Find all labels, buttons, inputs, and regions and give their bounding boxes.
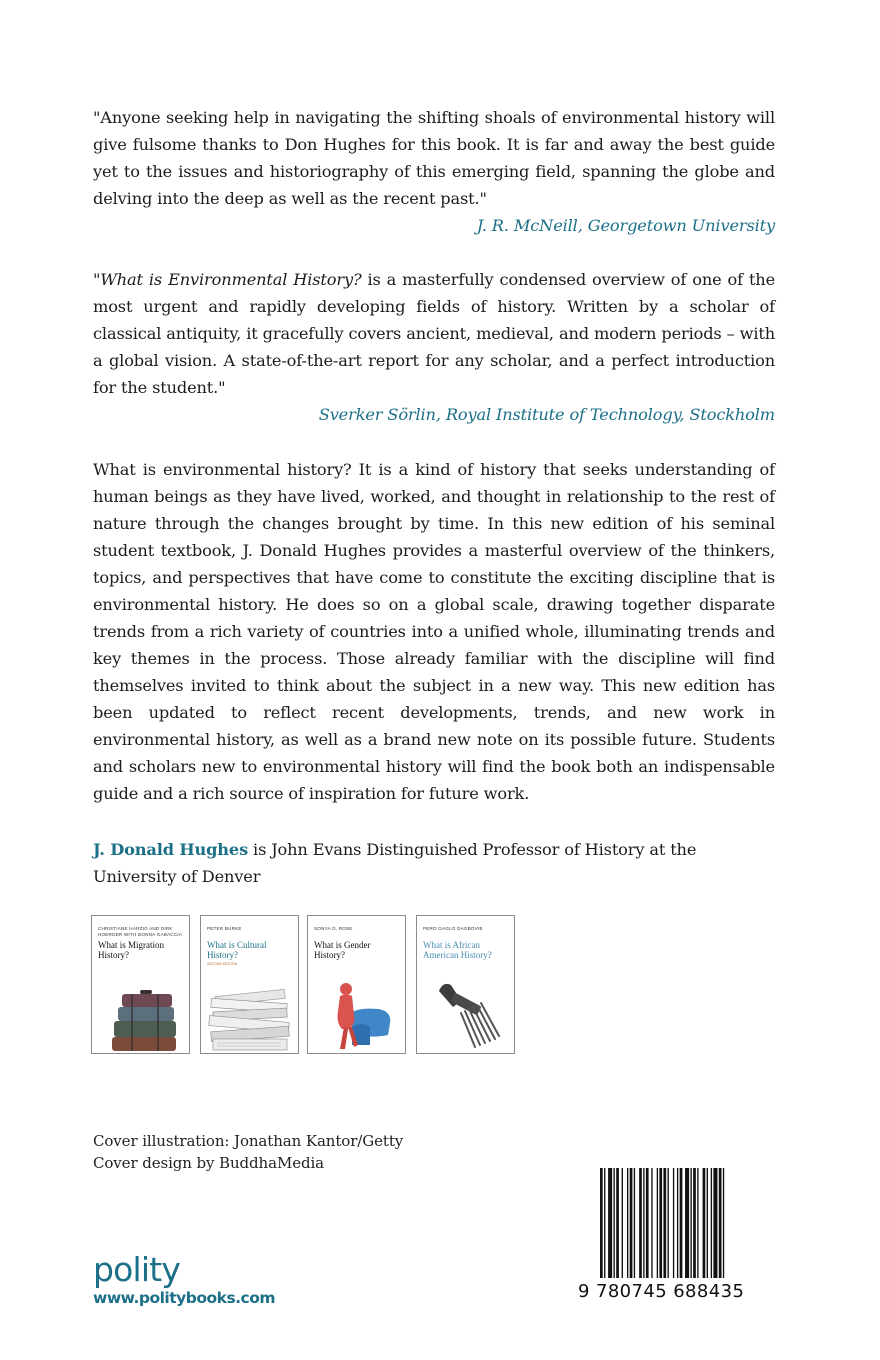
quote-attribution: Sverker Sörlin, Royal Institute of Technology, Stockholm xyxy=(318,405,775,424)
barcode-bar xyxy=(663,1168,666,1278)
quote-text xyxy=(93,266,775,401)
book-edition: SECOND EDITION xyxy=(207,962,238,966)
barcode-bar xyxy=(630,1168,633,1278)
author-bio xyxy=(93,836,775,890)
author-bio-text xyxy=(93,836,775,890)
book-description xyxy=(93,456,775,807)
barcode-bar xyxy=(673,1168,674,1278)
book-author: SONYA O. ROSE xyxy=(314,926,353,931)
book-title: What is Environmental History? xyxy=(100,270,362,289)
related-book-african-american xyxy=(416,915,515,1054)
book-author: PETER BURKE xyxy=(207,926,242,931)
newspapers-icon xyxy=(201,963,298,1053)
isbn-barcode xyxy=(578,1168,778,1308)
barcode-bar xyxy=(627,1168,628,1278)
quote-sorlin xyxy=(93,266,775,428)
barcode-bar xyxy=(646,1168,649,1278)
barcode-bars-icon xyxy=(600,1168,760,1280)
barcode-bar xyxy=(707,1168,708,1278)
illustration-credit: Cover illustration: Jonathan Kantor/Getty xyxy=(93,1132,404,1150)
description-text: What is environmental history? It is a kind of history that seeks understanding of human beings as they have lived, worked, and thought in relationship to the rest of nature through the changes brought by time. In this new edition of his seminal student textbook, J. Donald Hughes provides a masterful overview of the thinkers, topics, and perspectives that have come to constitute the exciting discipline that is environmental history. He does so on a global scale, drawing together disparate trends from a rich variety of countries into a unified whole, illuminating trends and key themes in the process. Those already familiar with the discipline will find themselves invited to think about the subject in a new way. This new edition has been updated to reflect recent developments, trends, and new work in environmental history, as well as a brand new note on its possible future. Students and scholars new to environmental history will find the book both an indispensable guide and a rich source of inspiration for future work. xyxy=(93,460,775,803)
barcode-bar xyxy=(713,1168,717,1278)
barcode-bar xyxy=(659,1168,662,1278)
figures-icon xyxy=(308,963,405,1053)
quote-mcneill xyxy=(93,104,775,239)
book-title: What is African American History? xyxy=(423,940,492,960)
quote-attribution: J. R. McNeill, Georgetown University xyxy=(476,216,775,235)
barcode-bar xyxy=(651,1168,652,1278)
quote-body: is a masterfully condensed overview of one of the most urgent and rapidly developing fields of history. Written by a scholar of classical antiquity, it gracefully covers ancient, medieval, and modern periods – with a global vision. A state-of-the-art report for any scholar, and a perfect introduction for the student." xyxy=(93,270,775,397)
barcode-bar xyxy=(634,1168,635,1278)
barcode-bar xyxy=(703,1168,706,1278)
barcode-bar xyxy=(685,1168,689,1278)
book-title: What is Gender History? xyxy=(314,940,371,960)
related-book-migration xyxy=(91,915,190,1054)
afro-pick-icon xyxy=(417,963,514,1053)
cover-credits xyxy=(93,1130,403,1174)
barcode-bar xyxy=(614,1168,615,1278)
barcode-bar xyxy=(693,1168,696,1278)
barcode-bar xyxy=(719,1168,722,1278)
barcode-bar xyxy=(643,1168,644,1278)
design-credit: Cover design by BuddhaMedia xyxy=(93,1154,325,1172)
author-name: J. Donald Hughes xyxy=(93,840,249,859)
barcode-bar xyxy=(677,1168,678,1278)
book-title: What is Migration History? xyxy=(98,940,164,960)
barcode-bar xyxy=(616,1168,619,1278)
barcode-bar xyxy=(690,1168,691,1278)
barcode-bar xyxy=(608,1168,612,1278)
book-author: CHRISTIANE HARZIG AND DIRK HOERDER WITH DONNA GABACCIA xyxy=(98,926,183,937)
barcode-bar xyxy=(697,1168,698,1278)
publisher-name: polity xyxy=(93,1250,181,1289)
barcode-bar xyxy=(657,1168,658,1278)
author-bio-body: is John Evans Distinguished Professor of History at the University of Denver xyxy=(93,840,697,886)
suitcases-icon xyxy=(92,963,189,1053)
barcode-bar xyxy=(604,1168,605,1278)
related-book-cultural xyxy=(200,915,299,1054)
book-author: PERO GAGLO DAGBOVIE xyxy=(423,926,483,931)
barcode-bar xyxy=(711,1168,712,1278)
barcode-bar xyxy=(680,1168,683,1278)
book-title: What is Cultural History? xyxy=(207,940,267,960)
related-book-gender xyxy=(307,915,406,1054)
publisher-logo xyxy=(93,1252,275,1308)
barcode-bar xyxy=(600,1168,603,1278)
isbn-number: 9 780745 688435 xyxy=(578,1281,745,1302)
quote-text: "Anyone seeking help in navigating the shifting shoals of environmental history will give fulsome thanks to Don Hughes for this book. It is far and away the best guide yet to the issues and historiography of this emerging field, spanning the globe and delving into the deep as well as the recent past." xyxy=(93,108,775,208)
barcode-bar xyxy=(639,1168,642,1278)
barcode-bar xyxy=(723,1168,724,1278)
publisher-url: www.politybooks.com xyxy=(93,1289,276,1307)
barcode-bar xyxy=(668,1168,669,1278)
barcode-bar xyxy=(622,1168,623,1278)
open-quote: " xyxy=(93,270,101,289)
